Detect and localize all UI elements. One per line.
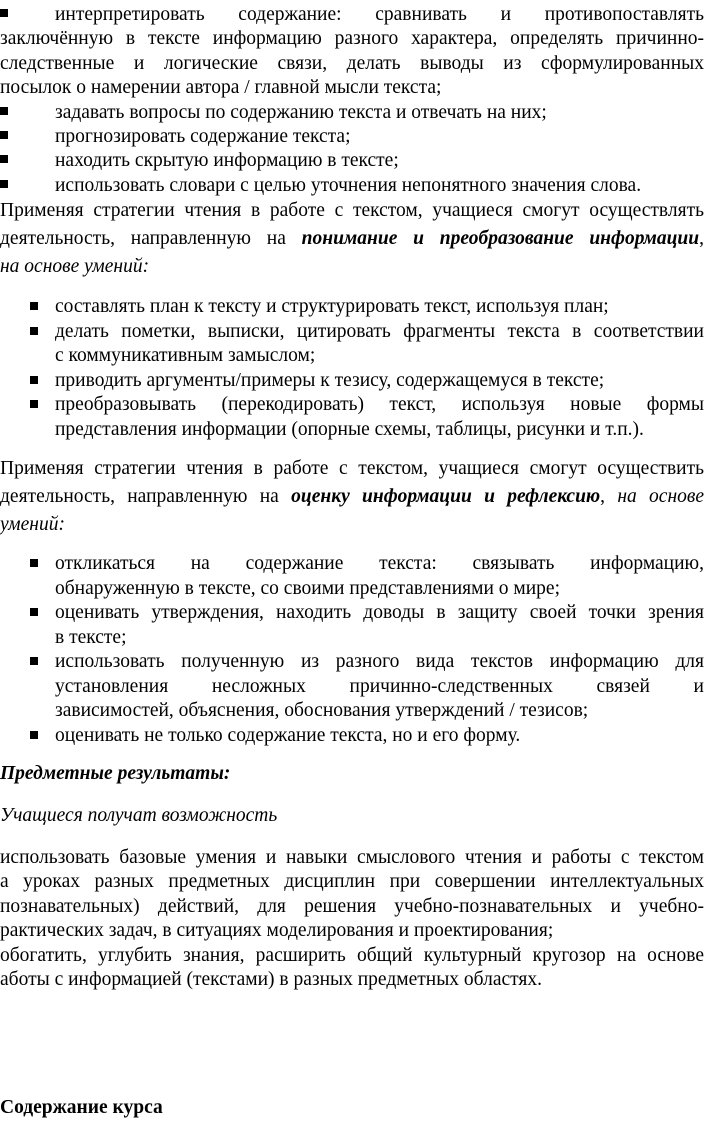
square-bullet-icon — [30, 559, 38, 567]
emphasis-text: понимание и преобразование информации — [301, 228, 700, 249]
paragraph-line: обогатить, углубить знания, расширить общий культурный кругозор на основе — [0, 944, 704, 966]
paragraph-line: познавательных) действий, для решения учебно-познавательных и учебно- — [0, 895, 704, 917]
paragraph-line: Применяя стратегии чтения в работе с текстом, учащиеся смогут осуществить — [0, 458, 704, 479]
list-item — [0, 101, 704, 125]
square-bullet-icon — [30, 302, 38, 310]
list-item — [0, 295, 704, 320]
emphasis-text: оценку информации и рефлексию — [291, 486, 601, 507]
skills-list-3 — [0, 552, 704, 748]
list-item-line: следственные и логические связи, делать выводы из сформулированных — [0, 52, 704, 74]
square-bullet-icon — [30, 731, 38, 739]
paragraph-line: деятельность, направленную на понимание и преобразование информации, — [0, 228, 704, 249]
list-item-line: обнаруженную в тексте, со своими представлениями о мире; — [55, 577, 560, 599]
list-item — [0, 601, 704, 650]
list-item-text: прогнозировать содержание текста; — [55, 126, 351, 148]
list-item — [0, 3, 704, 101]
paragraph-evaluation — [0, 455, 704, 539]
list-item-line: интерпретировать содержание: сравнивать и противопоставлять — [55, 4, 704, 25]
paragraph-comprehension — [0, 197, 704, 281]
list-item — [0, 393, 704, 442]
list-item-line: установления несложных причинно-следственных связей и — [55, 675, 704, 697]
square-bullet-icon — [30, 657, 38, 665]
list-item-text: находить скрытую информацию в тексте; — [55, 150, 399, 172]
list-item-text: оценивать не только содержание текста, но и его форму. — [55, 724, 521, 746]
list-item-line: с коммуникативным замыслом; — [55, 345, 316, 366]
list-item-line: делать пометки, выписки, цитировать фрагменты текста в соответствии — [55, 320, 704, 342]
skills-list-1 — [0, 3, 704, 198]
list-item-line: использовать полученную из разного вида текстов информацию для — [55, 651, 704, 672]
paragraph-subject-results — [0, 846, 704, 992]
list-item — [0, 724, 704, 749]
square-bullet-icon — [0, 180, 8, 188]
paragraph-line: Применяя стратегии чтения в работе с текстом, учащиеся смогут осуществлять — [0, 200, 704, 221]
list-item — [0, 320, 704, 369]
list-item-text: приводить аргументы/примеры к тезису, содержащемуся в тексте; — [55, 369, 605, 391]
square-bullet-icon — [30, 376, 38, 384]
list-item — [0, 174, 704, 198]
list-item — [0, 552, 704, 601]
list-item-line: посылок о намерении автора / главной мысли текста; — [0, 77, 442, 99]
subject-results-heading: Предметные результаты: — [0, 763, 231, 784]
square-bullet-icon — [30, 400, 38, 408]
list-item — [0, 125, 704, 149]
square-bullet-icon — [0, 107, 8, 115]
square-bullet-icon — [0, 131, 8, 139]
opportunity-heading: Учащиеся получат возможность — [0, 805, 278, 826]
list-item-line: в тексте; — [55, 626, 127, 648]
course-content-heading: Содержание курса — [0, 1097, 163, 1118]
list-item-line: заключённую в тексте информацию разного характера, определять причинно- — [0, 28, 704, 50]
list-item — [0, 650, 704, 724]
list-item — [0, 369, 704, 394]
list-item-line: зависимостей, объяснения, обоснования утверждений / тезисов; — [55, 700, 589, 721]
square-bullet-icon — [30, 327, 38, 335]
list-item-text: использовать словари с целью уточнения непонятного значения слова. — [55, 174, 642, 196]
list-item-text: задавать вопросы по содержанию текста и отвечать на них; — [55, 101, 547, 123]
list-item-line: оценивать утверждения, находить доводы в защиту своей точки зрения — [55, 602, 704, 623]
paragraph-line: использовать базовые умения и навыки смыслового чтения и работы с текстом — [0, 847, 704, 868]
list-item-line: представления информации (опорные схемы, таблицы, рисунки и т.п.). — [55, 418, 644, 440]
square-bullet-icon — [0, 155, 8, 163]
square-bullet-icon — [0, 9, 8, 17]
paragraph-line: деятельность, направленную на оценку информации и рефлексию, на основе — [0, 486, 704, 507]
paragraph-line: на основе умений: — [0, 256, 150, 277]
list-item-line: преобразовывать (перекодировать) текст, используя новые формы — [55, 394, 704, 415]
paragraph-line: умений: — [0, 514, 65, 535]
paragraph-line: а уроках разных предметных дисциплин при совершении интеллектуальных — [0, 871, 704, 893]
square-bullet-icon — [30, 608, 38, 616]
list-item-line: откликаться на содержание текста: связывать информацию, — [55, 553, 704, 574]
paragraph-line: аботы с информацией (текстами) в разных предметных областях. — [0, 969, 543, 991]
skills-list-2 — [0, 295, 704, 442]
paragraph-line: рактических задач, в ситуациях моделирования и проектирования; — [0, 920, 554, 942]
list-item-text: составлять план к тексту и структурировать текст, используя план; — [55, 296, 609, 317]
list-item — [0, 149, 704, 173]
